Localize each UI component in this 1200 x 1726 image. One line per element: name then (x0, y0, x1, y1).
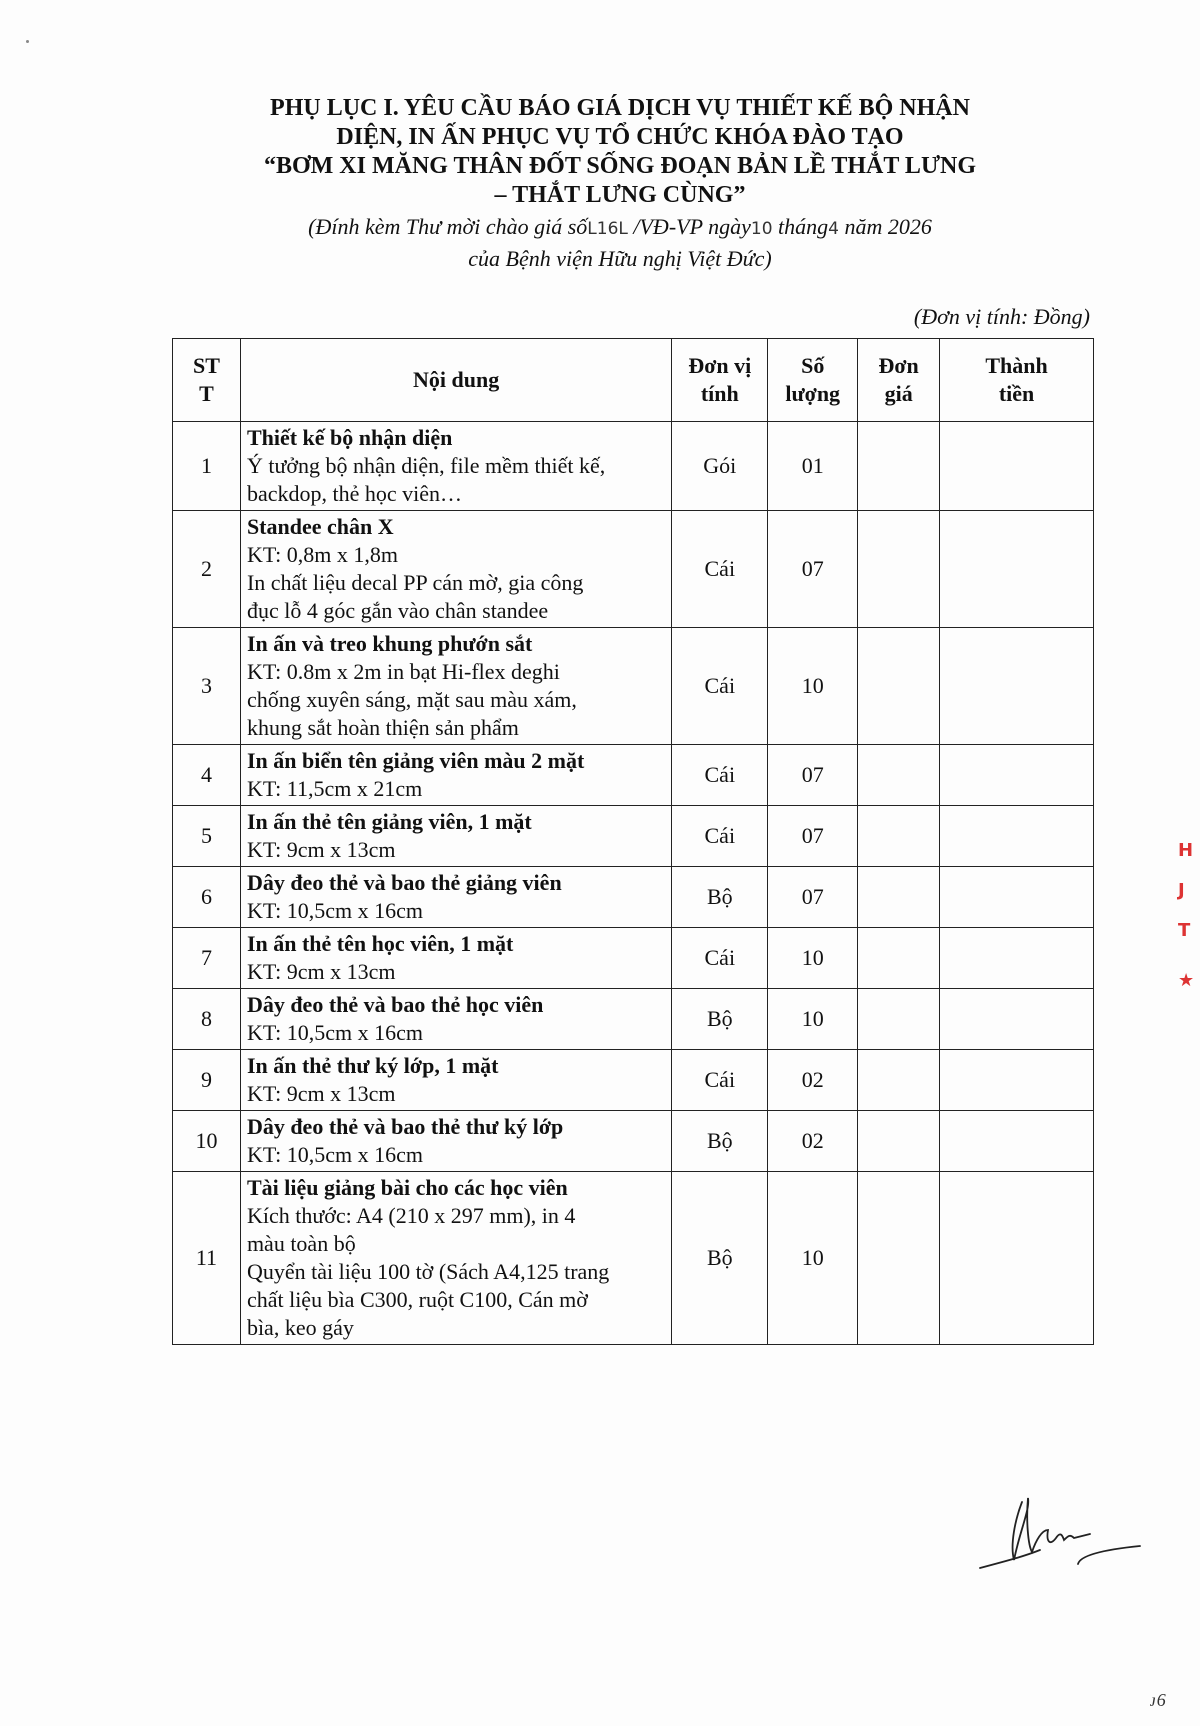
row-description-line: Quyển tài liệu 100 tờ (Sách A4,125 trang (246, 1259, 610, 1284)
handwritten-month: 4 (828, 219, 839, 239)
row-total (940, 1172, 1094, 1345)
table-row (173, 745, 1094, 806)
row-description-line: KT: 9cm x 13cm (246, 837, 396, 862)
subtitle-month-prefix: tháng (772, 214, 829, 239)
row-stt: 8 (173, 989, 241, 1050)
row-unit: Gói (672, 422, 768, 511)
row-stt: 6 (173, 867, 241, 928)
row-quantity: 10 (768, 928, 858, 989)
row-unit-price (858, 806, 940, 867)
row-title: In ấn thẻ tên giảng viên, 1 mặt (246, 809, 532, 834)
stamp-char: T (1178, 920, 1191, 941)
header-stt: ST T (173, 339, 241, 422)
row-description-line: Ý tưởng bộ nhận diện, file mềm thiết kế, (246, 453, 606, 478)
row-description-line: màu toàn bộ (246, 1231, 356, 1256)
row-quantity: 10 (768, 989, 858, 1050)
row-total (940, 806, 1094, 867)
row-stt: 7 (173, 928, 241, 989)
row-unit: Cái (672, 806, 768, 867)
header-total: Thành tiền (940, 339, 1094, 422)
row-content (240, 867, 671, 928)
row-content (240, 745, 671, 806)
row-description-line: KT: 11,5cm x 21cm (246, 776, 423, 801)
row-description-line: KT: 10,5cm x 16cm (246, 1020, 424, 1045)
row-total (940, 628, 1094, 745)
row-title: Thiết kế bộ nhận diện (246, 425, 453, 450)
row-stt: 1 (173, 422, 241, 511)
row-stt: 3 (173, 628, 241, 745)
table-row (173, 1111, 1094, 1172)
table-row (173, 1172, 1094, 1345)
stamp-char: J (1178, 880, 1185, 901)
corner-mark: ᴊ6 (1150, 1690, 1166, 1710)
row-quantity: 10 (768, 628, 858, 745)
row-unit: Cái (672, 745, 768, 806)
row-content (240, 1050, 671, 1111)
currency-unit-note: (Đơn vị tính: Đồng) (913, 304, 1090, 329)
row-quantity: 07 (768, 867, 858, 928)
header-content: Nội dung (240, 339, 671, 422)
row-stt: 10 (173, 1111, 241, 1172)
title-line-2: DIỆN, IN ẤN PHỤC VỤ TỔ CHỨC KHÓA ĐÀO TẠO (336, 124, 904, 150)
subtitle-year: năm 2026 (838, 214, 932, 239)
table-row (173, 806, 1094, 867)
subtitle-mid: /VĐ-VP ngày (627, 214, 751, 239)
subtitle-prefix: (Đính kèm Thư mời chào giá số (308, 214, 588, 239)
row-unit: Cái (672, 928, 768, 989)
row-unit: Cái (672, 1050, 768, 1111)
row-quantity: 01 (768, 422, 858, 511)
row-stt: 9 (173, 1050, 241, 1111)
table-row (173, 422, 1094, 511)
row-unit-price (858, 745, 940, 806)
table-row (173, 928, 1094, 989)
row-description-line: Kích thước: A4 (210 x 297 mm), in 4 (246, 1203, 576, 1228)
table-row (173, 511, 1094, 628)
row-unit: Cái (672, 511, 768, 628)
row-unit-price (858, 1172, 940, 1345)
row-content (240, 422, 671, 511)
row-content (240, 928, 671, 989)
row-content (240, 1111, 671, 1172)
row-total (940, 511, 1094, 628)
row-stt: 5 (173, 806, 241, 867)
row-stt: 4 (173, 745, 241, 806)
row-content (240, 1172, 671, 1345)
stamp-char: H (1178, 840, 1194, 861)
row-quantity: 02 (768, 1050, 858, 1111)
title-line-3: “BƠM XI MĂNG THÂN ĐỐT SỐNG ĐOẠN BẢN LỀ THẮT LƯNG (263, 153, 977, 179)
row-unit-price (858, 422, 940, 511)
row-description-line: KT: 0,8m x 1,8m (246, 542, 399, 567)
row-unit: Bộ (672, 989, 768, 1050)
handwritten-letter-number: L16L (587, 219, 628, 239)
row-title: Dây đeo thẻ và bao thẻ giảng viên (246, 870, 562, 895)
quotation-table (172, 338, 1094, 1345)
row-title: In ấn thẻ thư ký lớp, 1 mặt (246, 1053, 499, 1078)
row-total (940, 867, 1094, 928)
row-unit-price (858, 989, 940, 1050)
row-total (940, 422, 1094, 511)
handwritten-signature (970, 1490, 1150, 1570)
row-total (940, 1050, 1094, 1111)
row-quantity: 10 (768, 1172, 858, 1345)
row-quantity: 07 (768, 511, 858, 628)
row-unit-price (858, 1050, 940, 1111)
subtitle-line-2: của Bệnh viện Hữu nghị Việt Đức) (468, 246, 772, 271)
table-row (173, 628, 1094, 745)
row-quantity: 07 (768, 806, 858, 867)
row-description-line: KT: 0.8m x 2m in bạt Hi-flex deghi (246, 659, 560, 684)
row-quantity: 07 (768, 745, 858, 806)
row-stt: 2 (173, 511, 241, 628)
row-title: Tài liệu giảng bài cho các học viên (246, 1175, 568, 1200)
row-description-line: chống xuyên sáng, mặt sau màu xám, (246, 687, 577, 712)
row-unit: Bộ (672, 867, 768, 928)
table-body (173, 422, 1094, 1345)
row-unit: Bộ (672, 1111, 768, 1172)
row-title: Standee chân X (246, 514, 394, 539)
row-total (940, 989, 1094, 1050)
row-unit-price (858, 511, 940, 628)
row-title: Dây đeo thẻ và bao thẻ học viên (246, 992, 544, 1017)
document-subtitle (180, 212, 1060, 273)
row-title: In ấn và treo khung phướn sắt (246, 631, 533, 656)
row-description-line: backdop, thẻ học viên… (246, 481, 462, 506)
row-title: In ấn thẻ tên học viên, 1 mặt (246, 931, 514, 956)
table-row (173, 1050, 1094, 1111)
row-content (240, 806, 671, 867)
row-unit: Bộ (672, 1172, 768, 1345)
row-unit-price (858, 928, 940, 989)
row-description-line: khung sắt hoàn thiện sản phẩm (246, 715, 519, 740)
header-unit-price: Đơn giá (858, 339, 940, 422)
row-unit: Cái (672, 628, 768, 745)
row-description-line: In chất liệu decal PP cán mờ, gia công (246, 570, 584, 595)
row-total (940, 1111, 1094, 1172)
title-line-4: – THẮT LƯNG CÙNG” (494, 182, 746, 208)
handwritten-day: 10 (750, 219, 773, 239)
table-header-row (173, 339, 1094, 422)
row-total (940, 928, 1094, 989)
table-row (173, 989, 1094, 1050)
row-title: Dây đeo thẻ và bao thẻ thư ký lớp (246, 1114, 564, 1139)
row-total (940, 745, 1094, 806)
row-description-line: KT: 10,5cm x 16cm (246, 898, 424, 923)
row-description-line: đục lỗ 4 góc gắn vào chân standee (246, 598, 549, 623)
row-unit-price (858, 1111, 940, 1172)
row-stt: 11 (173, 1172, 241, 1345)
row-title: In ấn biển tên giảng viên màu 2 mặt (246, 748, 585, 773)
row-content (240, 628, 671, 745)
row-unit-price (858, 628, 940, 745)
row-description-line: chất liệu bìa C300, ruột C100, Cán mờ (246, 1287, 588, 1312)
title-line-1: PHỤ LỤC I. YÊU CẦU BÁO GIÁ DỊCH VỤ THIẾT KẾ BỘ NHẬN (270, 95, 970, 121)
document-title (180, 94, 1060, 210)
row-content (240, 989, 671, 1050)
header-quantity: Số lượng (768, 339, 858, 422)
red-stamp-fragment (1178, 840, 1200, 1080)
row-description-line: KT: 9cm x 13cm (246, 959, 396, 984)
row-content (240, 511, 671, 628)
row-description-line: KT: 10,5cm x 16cm (246, 1142, 424, 1167)
row-unit-price (858, 867, 940, 928)
row-description-line: bìa, keo gáy (246, 1315, 354, 1340)
row-quantity: 02 (768, 1111, 858, 1172)
scan-speck (26, 40, 29, 43)
stamp-star: ★ (1178, 970, 1195, 991)
subtitle-line-1 (180, 212, 1060, 244)
row-description-line: KT: 9cm x 13cm (246, 1081, 396, 1106)
header-unit: Đơn vị tính (672, 339, 768, 422)
table-row (173, 867, 1094, 928)
